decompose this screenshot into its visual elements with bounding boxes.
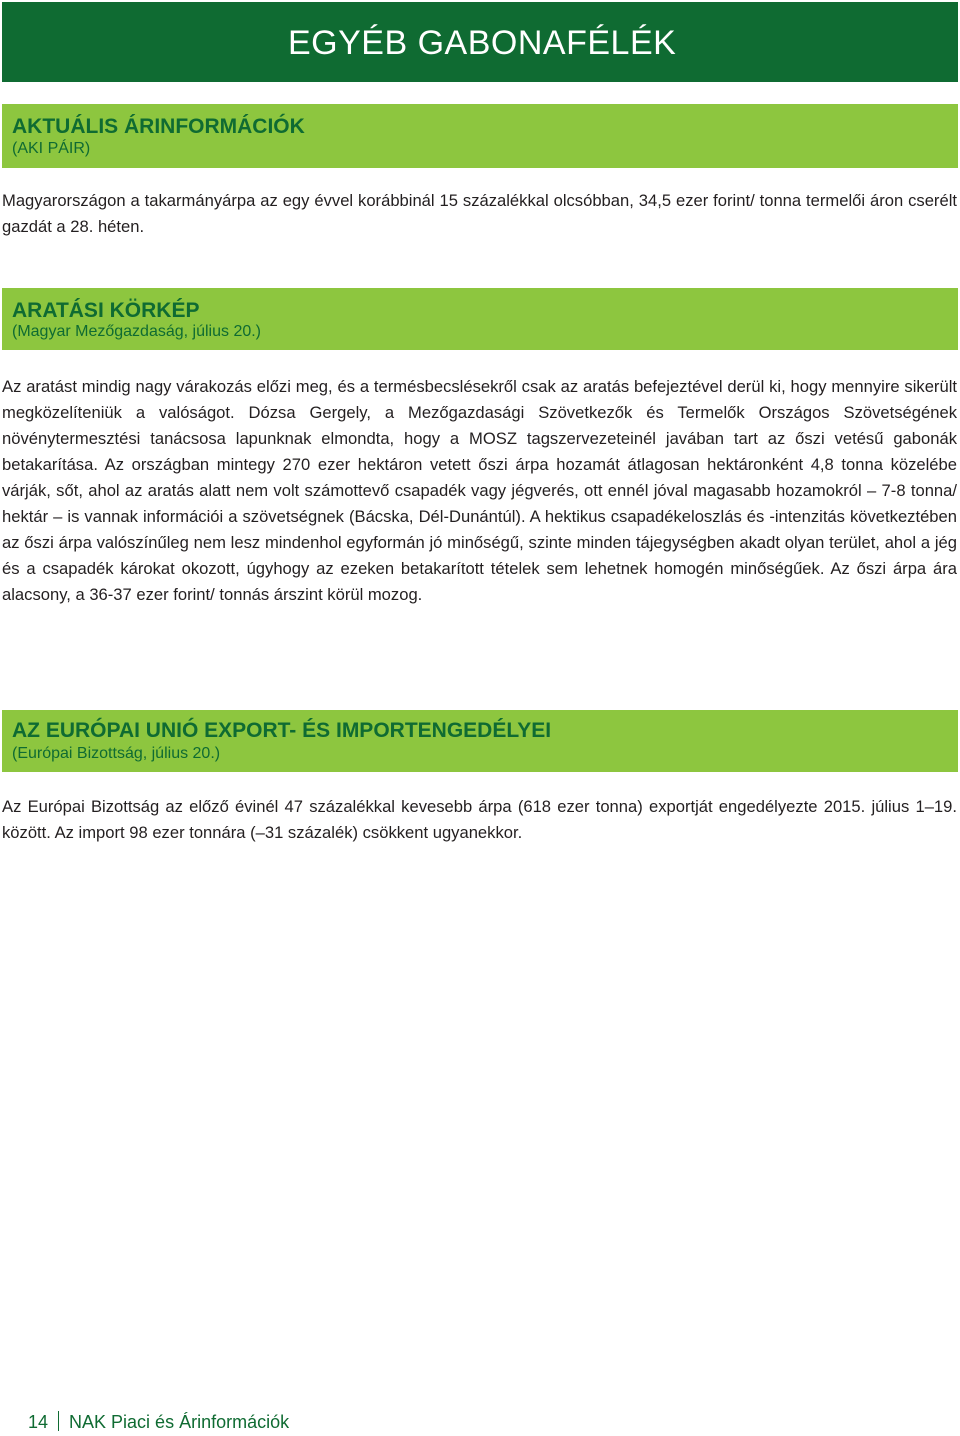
footer-divider xyxy=(58,1411,59,1431)
page-number: 14 xyxy=(28,1412,49,1432)
section-header-aratasi-korkep xyxy=(2,288,958,350)
section-body-aktualis-arinformaciok: Magyarországon a takarmányárpa az egy évvel korábbinál 15 százalékkal olcsóbban, 34,5 ezer forint/ tonna termelői áron cserélt gazdát a 28. héten. xyxy=(2,191,957,236)
section-title: AKTUÁLIS ÁRINFORMÁCIÓK xyxy=(12,115,305,138)
section-header-aktualis-arinformaciok xyxy=(2,104,958,168)
section-body-eu-export-import: Az Európai Bizottság az előző évinél 47 százalékkal kevesebb árpa (618 ezer tonna) exportját engedélyezte 2015. július 1–19. között. Az import 98 ezer tonnára (–31 százalék) csökkent ugyanekkor. xyxy=(2,797,957,842)
section-body-aratasi-korkep: Az aratást mindig nagy várakozás előzi meg, és a termésbecslésekről csak az aratás befejeztével derül ki, hogy mennyire sikerült megközelíteniük a valóságot. Dózsa Gergely, a Mezőgazdasági Szövetkezők és Termelők Országos Szövetségének növénytermesztési tanácsosa lapunknak elmondta, hogy a MOSZ tagszervezeteinél javában tart az őszi vetésű gabonák betakarítása. Az országban mintegy 270 ezer hektáron vetett őszi árpa hozamát átlagosan hektáronként 4,8 tonna közelébe várják, sőt, ahol az aratás alatt nem volt számottevő csapadék vagy jégverés, ott ennél jóval magasabb hozamokról – 7-8 tonna/ hektár – is vannak információi a szövetségnek (Bácska, Dél-Dunántúl). A hektikus csapadékeloszlás és -intenzitás következtében az őszi árpa valószínűleg nem lesz mindenhol egyformán jó minőségű, szinte minden tájegységben akadt olyan terület, ahol a jég és a csapadék károkat okozott, úgyhogy az ezeken betakarított tételek sem lehetnek homogén minőségűek. Az őszi árpa ára alacsony, a 36-37 ezer forint/ tonnás árszint körül mozog. xyxy=(2,377,957,604)
section-source: (Magyar Mezőgazdaság, július 20.) xyxy=(12,323,262,340)
page-footer xyxy=(28,1411,289,1433)
section-source: (AKI PÁIR) xyxy=(12,140,91,157)
publication-name: NAK Piaci és Árinformációk xyxy=(69,1412,290,1432)
section-title: ARATÁSI KÖRKÉP xyxy=(12,299,200,322)
page-title-bar xyxy=(2,2,958,82)
section-source: (Európai Bizottság, július 20.) xyxy=(12,745,221,762)
section-title: AZ EURÓPAI UNIÓ EXPORT- ÉS IMPORTENGEDÉLYEI xyxy=(12,719,552,742)
section-header-eu-export-import xyxy=(2,710,958,772)
page-title: EGYÉB GABONAFÉLÉK xyxy=(288,24,677,62)
